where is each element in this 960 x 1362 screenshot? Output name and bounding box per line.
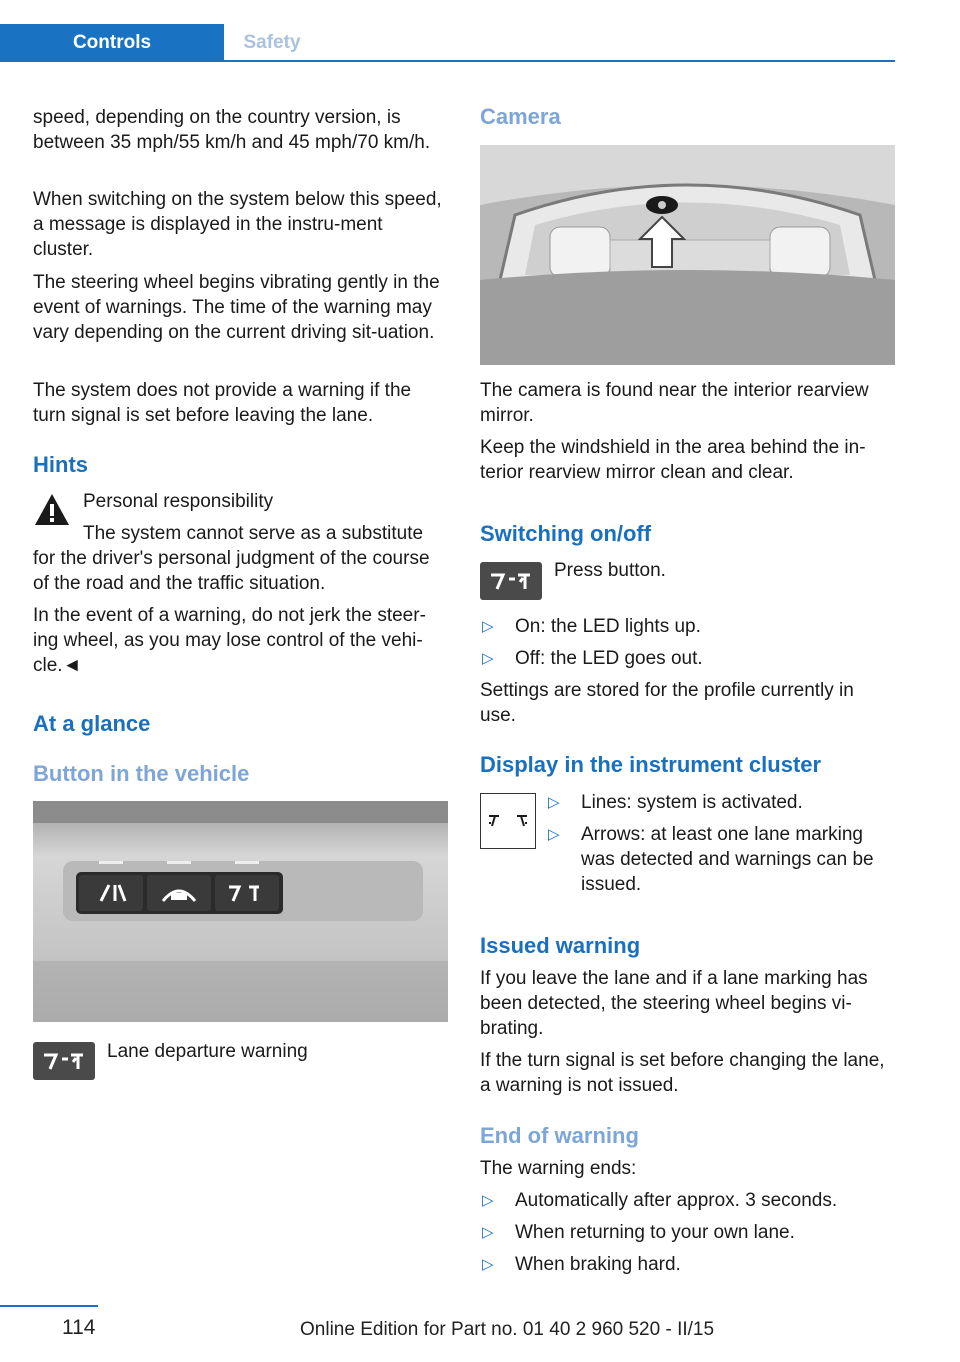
- hints-heading: Hints: [33, 452, 88, 477]
- tab-safety[interactable]: Safety: [243, 32, 301, 53]
- turn-signal-text: If the turn signal is set before changing the lane, a warning is not issued.: [480, 1050, 885, 1096]
- switching-heading: Switching on/off: [480, 521, 652, 546]
- end-of-warning-heading: End of warning: [480, 1123, 639, 1148]
- press-button-text: Press button.: [554, 560, 666, 581]
- warning-line1: The system cannot serve as a substitute: [83, 523, 424, 544]
- camera-clean-text: Keep the windshield in the area behind the in‐terior rearview mirror clean and clear.: [480, 437, 866, 483]
- warning-title: Personal responsibility: [83, 491, 274, 512]
- issued-warning-heading: Issued warning: [480, 933, 641, 958]
- list-item: ▷ Arrows: at least one lane marking was detected and warnings can be issued.: [548, 824, 874, 895]
- settings-text: Settings are stored for the profile currently in use.: [480, 680, 854, 726]
- bullet-triangle-icon: ▷: [548, 826, 560, 843]
- display-heading: Display in the instrument cluster: [480, 752, 822, 777]
- footer-rule: [0, 1305, 98, 1307]
- lane-lines-icon: [480, 793, 536, 849]
- end-intro-text: The warning ends:: [480, 1158, 637, 1179]
- list-item: ▷ Automatically after approx. 3 seconds.: [482, 1190, 838, 1211]
- camera-photo: [480, 145, 895, 365]
- list-item: ▷ When returning to your own lane.: [482, 1222, 795, 1243]
- lane-departure-icon: [480, 562, 542, 600]
- bullet-triangle-icon: ▷: [482, 618, 494, 635]
- paragraph-speed: speed, depending on the country version, is between 35 mph/55 km/h and 45 mph/70 km/h.: [33, 107, 431, 153]
- edition-footer: Online Edition for Part no. 01 40 2 960 520 - II/15: [300, 1319, 715, 1340]
- warning-triangle-icon: [33, 491, 71, 529]
- lane-departure-icon: [33, 1042, 95, 1080]
- paragraph-no-warning: The system does not provide a warning if the turn signal is set before leaving the lane.: [33, 380, 412, 426]
- at-a-glance-heading: At a glance: [33, 711, 151, 736]
- bullet-triangle-icon: ▷: [482, 1192, 494, 1209]
- camera-heading: Camera: [480, 104, 561, 129]
- paragraph-vibrating: The steering wheel begins vibrating gently in the event of warnings. The time of the warning may vary depending on the current driving sit‐uation.: [33, 272, 440, 343]
- paragraph-jerk: In the event of a warning, do not jerk the steer‐ing wheel, as you may lose control of the vehi‐cle.◄: [33, 605, 426, 676]
- lane-departure-caption: Lane departure warning: [107, 1041, 308, 1062]
- warning-text: for the driver's personal judgment of the course of the road and the traffic situation.: [33, 548, 430, 594]
- page-number: 114: [62, 1316, 96, 1339]
- bullet-triangle-icon: ▷: [482, 1256, 494, 1273]
- list-item: ▷ On: the LED lights up.: [482, 616, 701, 637]
- paragraph-switching-below: When switching on the system below this speed, a message is displayed in the instru‐ment cluster.: [33, 189, 442, 260]
- list-item: ▷ When braking hard.: [482, 1254, 681, 1275]
- issued-warning-text: If you leave the lane and if a lane marking has been detected, the steering wheel begins vi‐brating.: [480, 968, 868, 1039]
- bullet-triangle-icon: ▷: [482, 1224, 494, 1241]
- bullet-triangle-icon: ▷: [482, 650, 494, 667]
- bullet-triangle-icon: ▷: [548, 794, 560, 811]
- list-item: ▷ Off: the LED goes out.: [482, 648, 703, 669]
- button-in-vehicle-heading: Button in the vehicle: [33, 761, 250, 786]
- camera-location-text: The camera is found near the interior rearview mirror.: [480, 380, 869, 426]
- list-item: ▷ Lines: system is activated.: [548, 792, 803, 813]
- tab-controls[interactable]: Controls: [0, 24, 224, 62]
- button-panel-photo: [33, 801, 448, 1022]
- header-rule: [224, 60, 895, 62]
